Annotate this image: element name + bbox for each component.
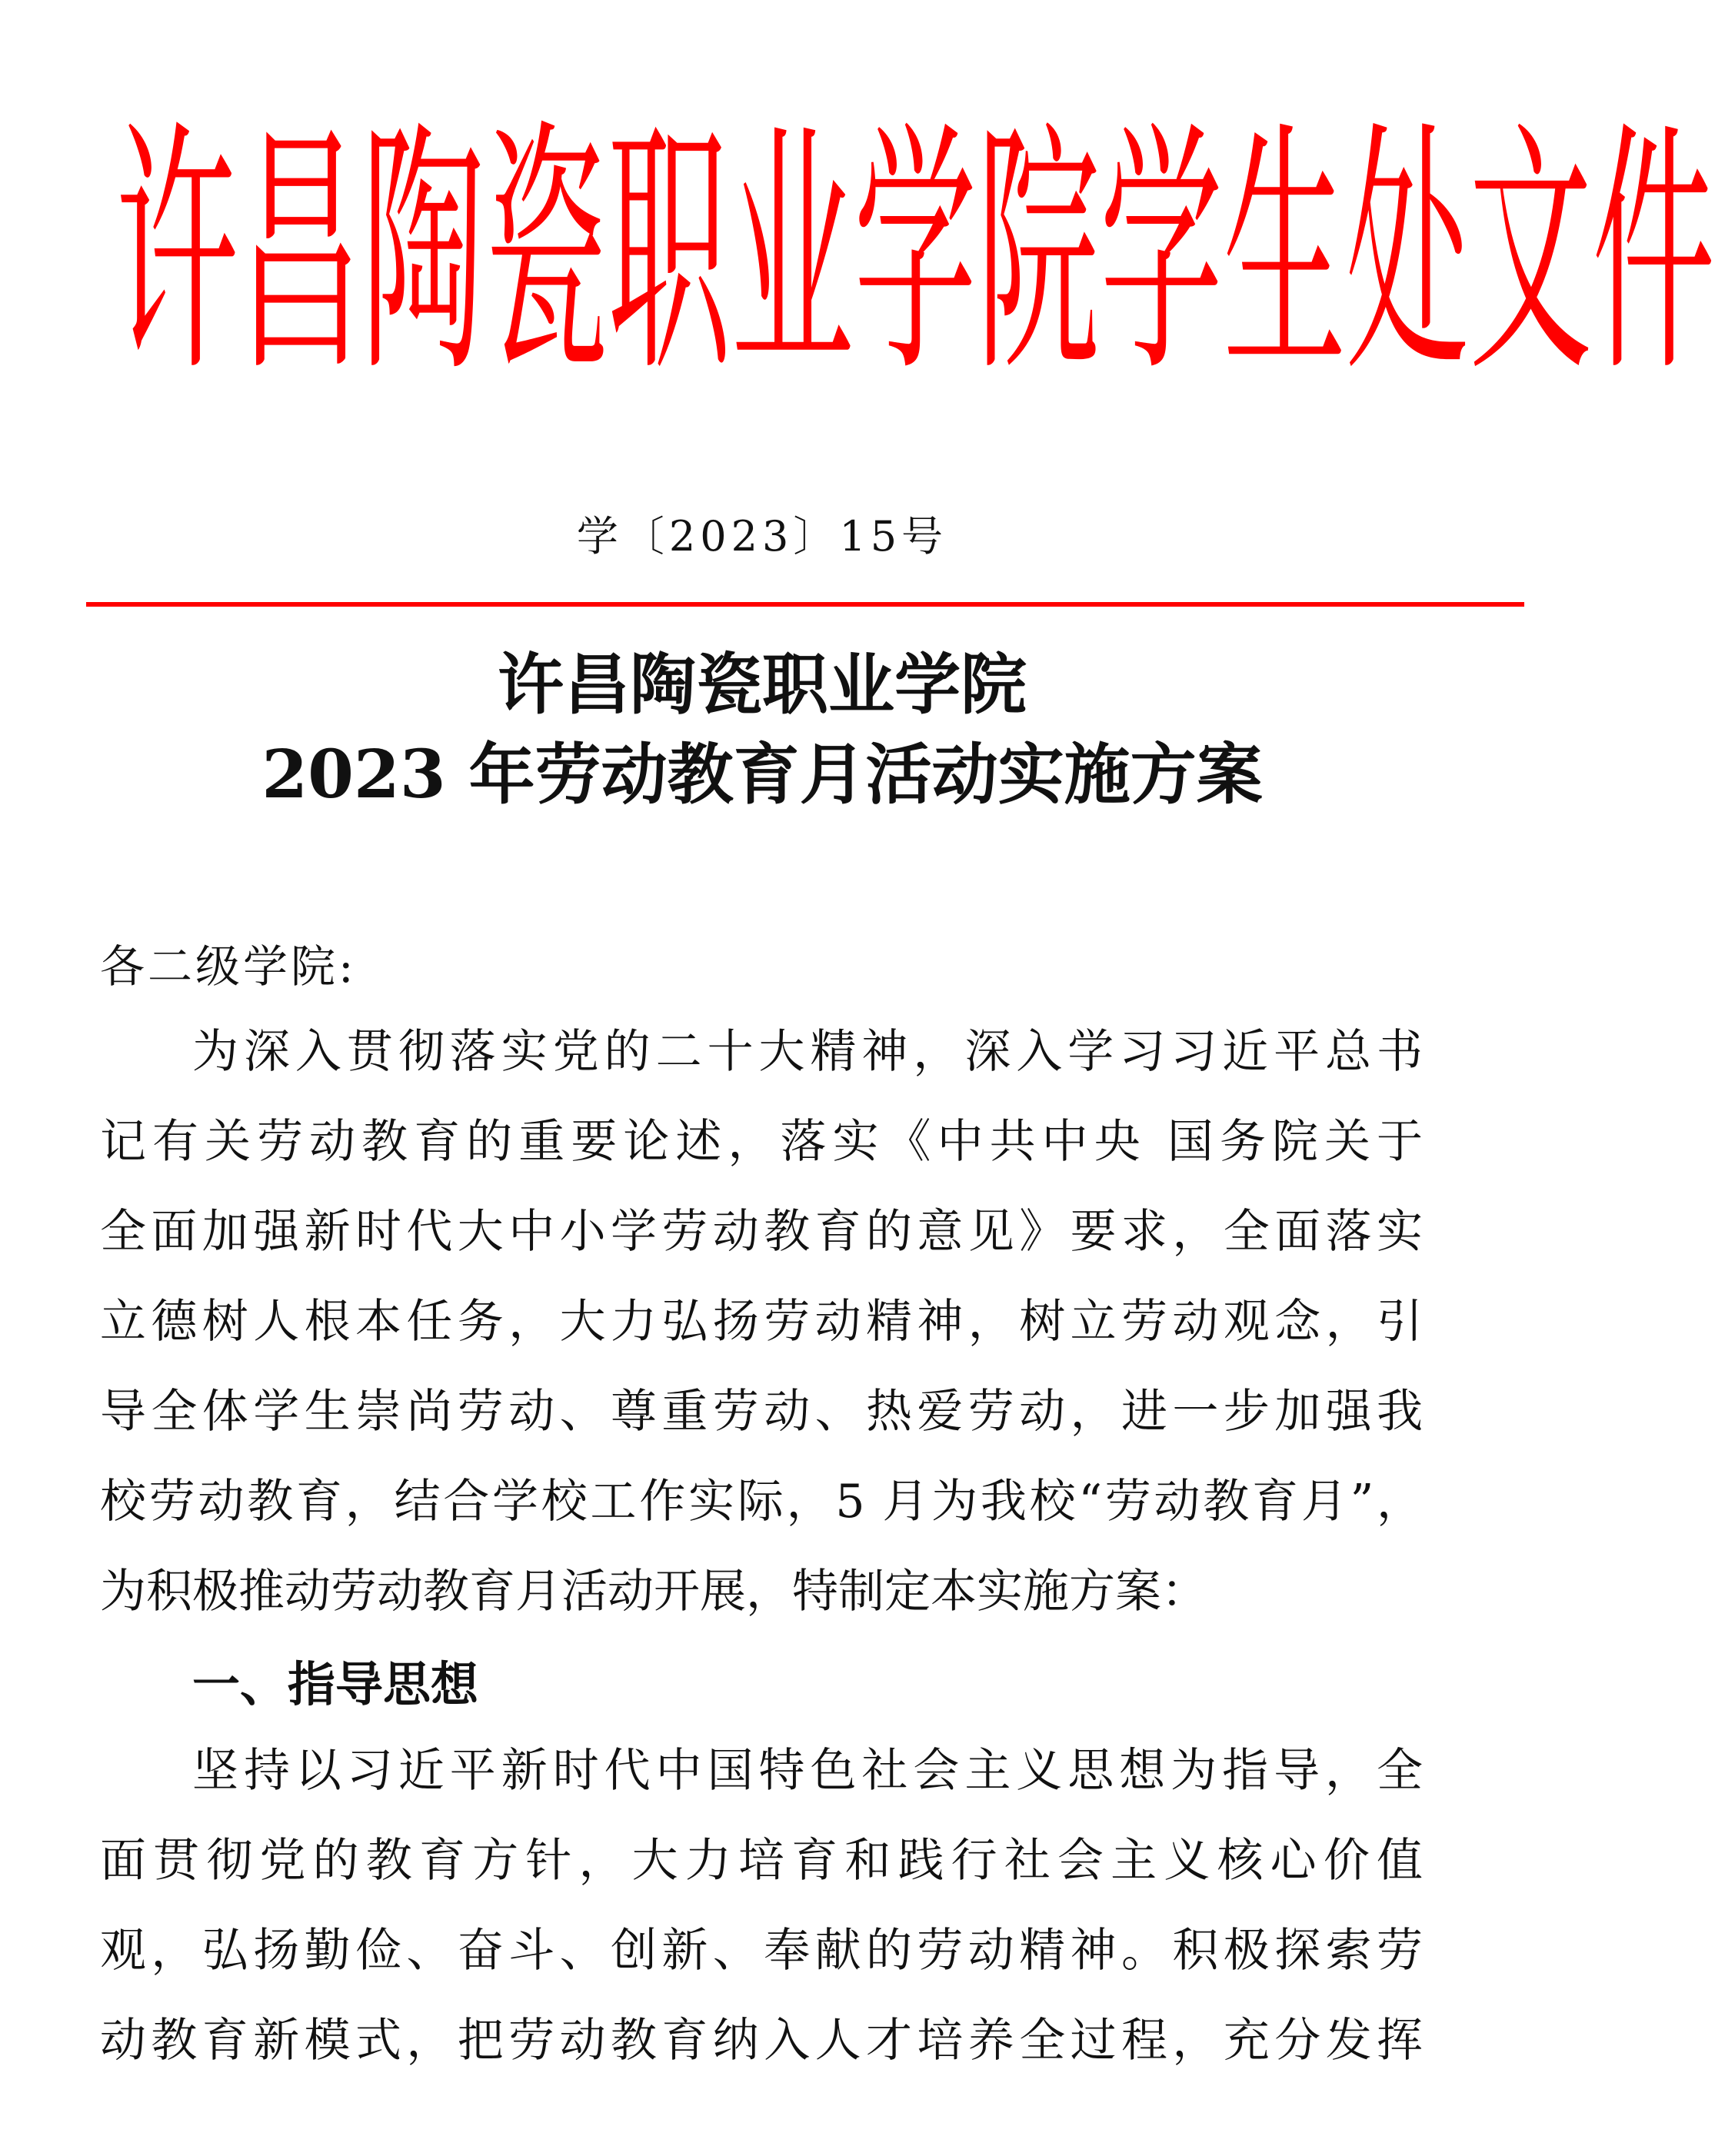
document-title-line-1: 许昌陶瓷职业学院 <box>498 646 1027 724</box>
masthead-char: 陶 <box>361 98 485 408</box>
section-heading-guiding-ideology: 一、指导思想 <box>192 1656 479 1712</box>
red-separator-line <box>86 602 1524 607</box>
paragraph-line: 为深入贯彻落实党的二十大精神，深入学习习近平总书 <box>192 1025 1423 1079</box>
paragraph-line: 校劳动教育，结合学校工作实际，5 月为我校“劳动教育月”， <box>100 1475 1423 1529</box>
masthead-char: 瓷 <box>485 98 608 408</box>
paragraph-line: 面贯彻党的教育方针，大力培育和践行社会主义核心价值 <box>100 1834 1423 1888</box>
masthead-char: 学 <box>1100 98 1224 408</box>
masthead-char: 处 <box>1346 98 1470 408</box>
paragraph-line: 动教育新模式，把劳动教育纳入人才培养全过程，充分发挥 <box>100 2014 1423 2068</box>
intro-paragraph <box>100 1007 1423 1637</box>
paragraph-line: 全面加强新时代大中小学劳动教育的意见》要求，全面落实 <box>100 1205 1423 1259</box>
masthead-char: 职 <box>608 98 731 408</box>
masthead-char: 许 <box>115 98 239 408</box>
masthead-char: 昌 <box>238 98 362 408</box>
masthead-char: 件 <box>1592 98 1715 408</box>
masthead-title <box>115 98 1715 408</box>
masthead-char: 院 <box>977 98 1101 408</box>
paragraph-line: 导全体学生崇尚劳动、尊重劳动、热爱劳动，进一步加强我 <box>100 1385 1423 1439</box>
paragraph-line: 观，弘扬勤俭、奋斗、创新、奉献的劳动精神。积极探索劳 <box>100 1924 1423 1978</box>
masthead-char: 业 <box>731 98 854 408</box>
paragraph-line: 坚持以习近平新时代中国特色社会主义思想为指导，全 <box>192 1744 1423 1798</box>
paragraph-line: 为积极推动劳动教育月活动开展，特制定本实施方案： <box>100 1565 1207 1619</box>
document-number: 学〔2023〕15号 <box>576 512 948 561</box>
document-title-line-2: 2023 年劳动教育月活动实施方案 <box>261 736 1263 813</box>
paragraph-line: 立德树人根本任务，大力弘扬劳动精神，树立劳动观念，引 <box>100 1295 1423 1349</box>
section-1-paragraph <box>100 1726 1423 2086</box>
masthead-char: 生 <box>1223 98 1347 408</box>
salutation: 各二级学院: <box>100 940 357 993</box>
masthead-char: 学 <box>854 98 977 408</box>
masthead-char: 文 <box>1469 98 1593 408</box>
paragraph-line: 记有关劳动教育的重要论述，落实《中共中央 国务院关于 <box>100 1115 1423 1169</box>
